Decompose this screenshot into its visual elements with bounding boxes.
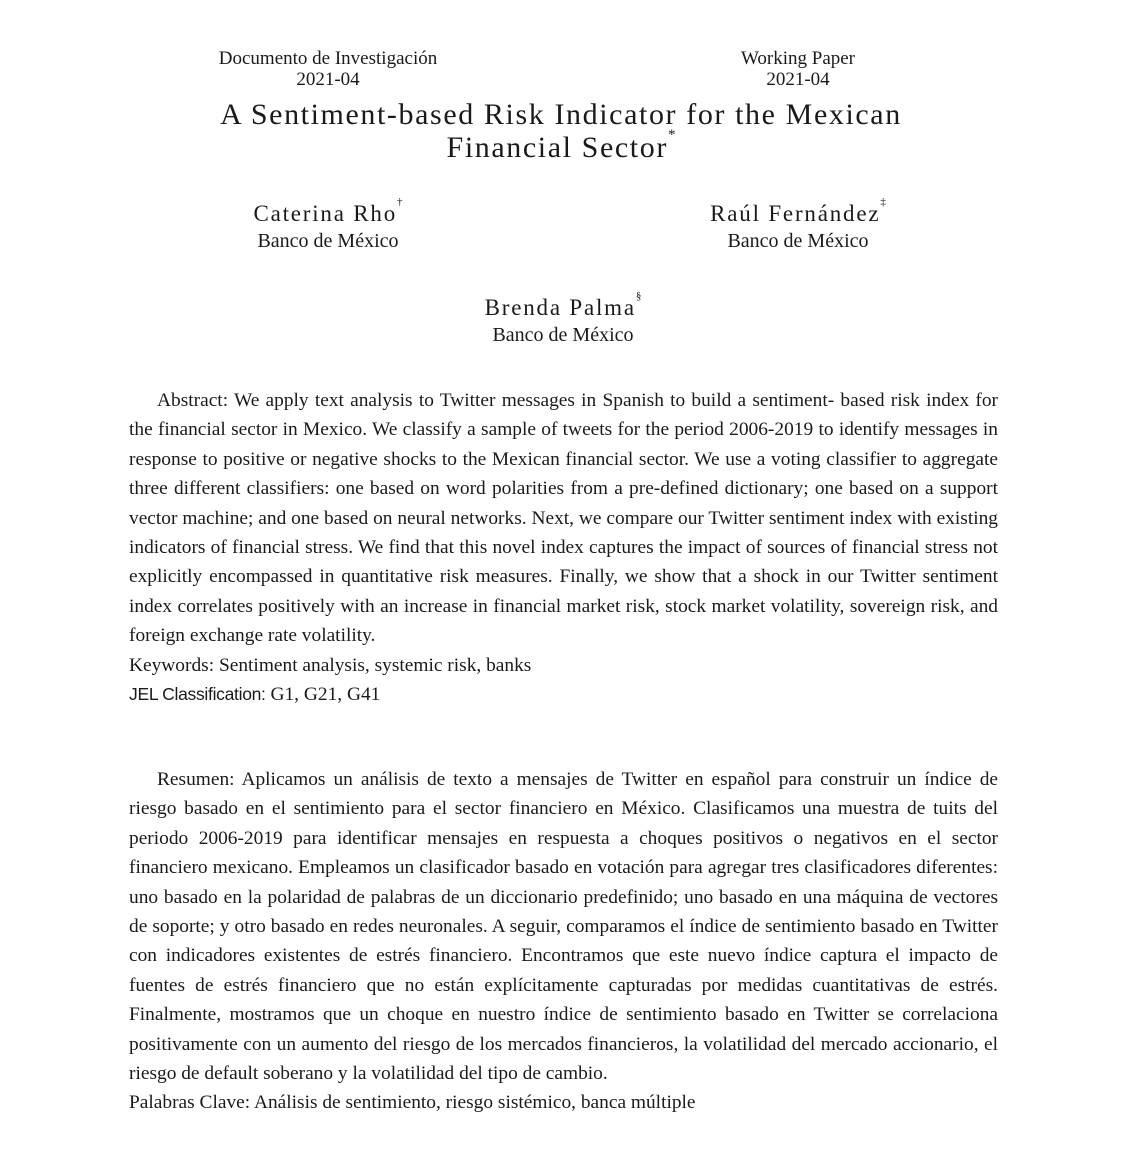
author-block [433,290,693,348]
jel-line [129,680,998,709]
jel-codes: G1, G21, G41 [270,684,381,706]
title-line-2: Financial Sector [446,131,668,164]
keywords-line [129,651,998,680]
paper-title [110,98,1012,164]
title-footnote-mark[interactable]: * [667,127,676,143]
series-name-es: Documento de Investigación [218,48,438,69]
keywords-label: Keywords: [129,654,215,676]
author-affiliation: Banco de México [727,230,869,252]
resumen-label: Resumen: [157,769,235,790]
palabras-clave-text: Análisis de sentimiento, riesgo sistémico, banca múltiple [253,1092,696,1114]
resumen-text: Aplicamos un análisis de texto a mensajes de Twitter en español para construir un índice de riesgo basado en el sentimiento para el sector financiero en México. Clasificamos una muestra de tuits del periodo 2006-2019 para identificar mensajes en respuesta a choques positivos o negativos en el sector financiero mexicano. Empleamos un clasificador basado en votación para agregar tres clasificadores diferentes: uno basado en la polaridad de palabras de un diccionario predefinido; uno basado en una máquina de vectores de soporte; y otro basado en redes neuronales. A seguir, comparamos el índice de sentimiento basado en Twitter con indicadores existentes de estrés financiero. Encontramos que este nuevo índice captura el impacto de fuentes de estrés financiero que no están explícitamente capturadas por medidas cuantitativas de estrés. Finalmente, mostramos que un choque en nuestro índice de sentimiento basado en Twitter se correlaciona positivamente con un aumento del riesgo de los mercados financieros, la volatilidad del mercado accionario, el riesgo de default soberano y la volatilidad del tipo de cambio. [129,769,998,1085]
title-line-1: A Sentiment-based Risk Indicator for the Mexican [220,98,902,131]
palabras-clave-line [129,1088,998,1117]
author-name: Raúl Fernández [710,201,881,226]
abstract-label: Abstract: [157,390,229,411]
series-number-es: 2021-04 [296,69,360,90]
series-name-en: Working Paper [740,48,856,69]
author-footnote-mark[interactable]: ‡ [880,196,886,208]
abstract-paragraph [129,386,998,651]
author-affiliation: Banco de México [257,230,399,252]
series-label-english [688,48,908,90]
jel-label: JEL Classification: [129,684,266,705]
series-number-en: 2021-04 [766,69,830,90]
author-block [198,196,458,254]
series-label-spanish [198,48,458,90]
abstract-english [129,386,998,709]
author-name: Brenda Palma [484,295,636,320]
palabras-clave-label: Palabras Clave: [129,1092,251,1114]
resumen-paragraph [129,765,998,1088]
abstract-text: We apply text analysis to Twitter messages in Spanish to build a sentiment- based risk index for the financial sector in Mexico. We classify a sample of tweets for the period 2006-2019 to identify messages in response to positive or negative shocks to the Mexican financial sector. We use a voting classifier to aggregate three different classifiers: one based on word polarities from a pre-defined dictionary; one based on a support vector machine; and one based on neural networks. Next, we compare our Twitter sentiment index with existing indicators of financial stress. We find that this novel index captures the impact of sources of financial stress not explicitly encompassed in quantitative risk measures. Finally, we show that a shock in our Twitter sentiment index correlates positively with an increase in financial market risk, stock market volatility, sovereign risk, and foreign exchange rate volatility. [129,390,998,647]
keywords-text: Sentiment analysis, systemic risk, banks [218,654,532,676]
author-affiliation: Banco de México [492,324,634,346]
author-name: Caterina Rho [253,201,398,226]
author-footnote-mark[interactable]: § [635,290,642,302]
author-block [668,196,928,254]
abstract-spanish [129,765,998,1118]
author-footnote-mark[interactable]: † [397,196,403,208]
